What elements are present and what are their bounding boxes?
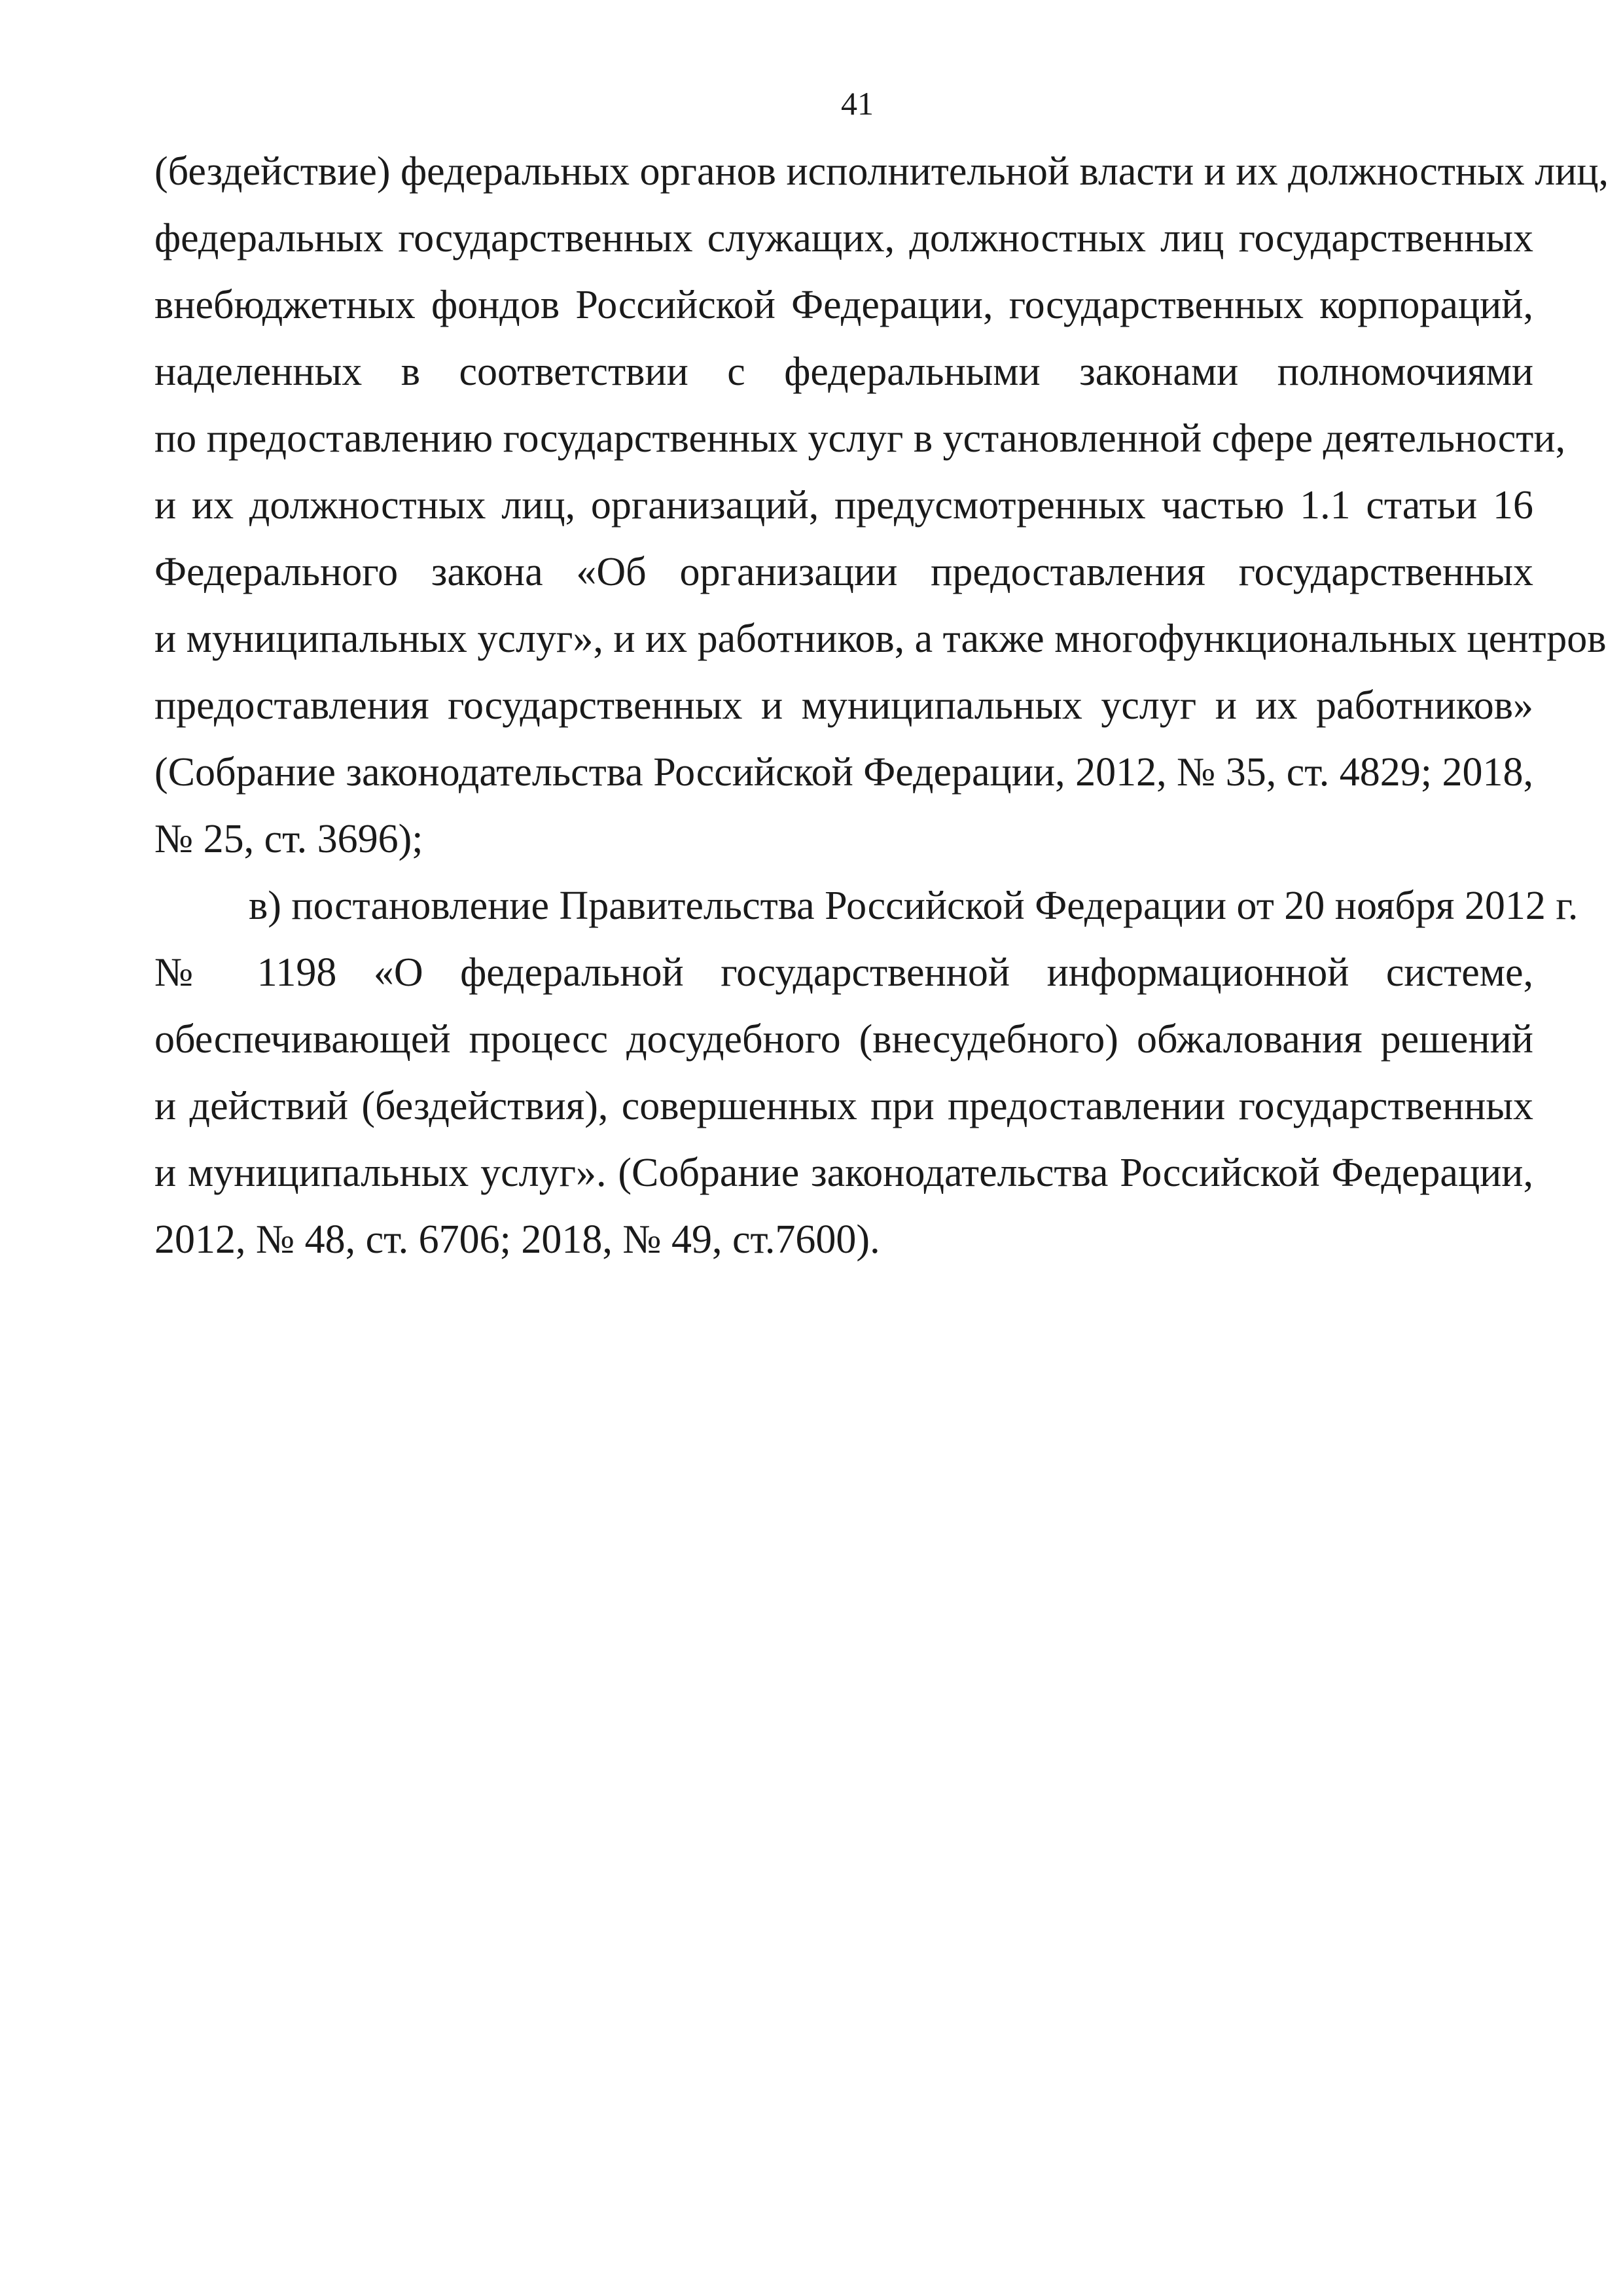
text-line: 2012, № 48, ст. 6706; 2018, № 49, ст.7600). [154,1217,880,1262]
text-line: и муниципальных услуг», и их работников, а также многофункциональных центров [154,617,1607,661]
text-line: (бездействие) федеральных органов исполнительной власти и их должностных лиц, [154,149,1609,194]
text-line: и муниципальных услуг». (Собрание законодательства Российской Федерации, [154,1151,1533,1195]
text-line: наделенных в соответствии с федеральными законами полномочиями [154,350,1533,394]
text-line: № 25, ст. 3696); [154,817,423,861]
text-line: № 1198 «О федеральной государственной информационной системе, [154,950,1533,995]
text-line: (Собрание законодательства Российской Федерации, 2012, № 35, ст. 4829; 2018, [154,750,1533,795]
text-line: внебюджетных фондов Российской Федерации, государственных корпораций, [154,283,1533,327]
text-line: обеспечивающей процесс досудебного (внесудебного) обжалования решений [154,1017,1533,1062]
page-number: 41 [841,85,874,122]
text-line: по предоставлению государственных услуг в установленной сфере деятельности, [154,416,1566,461]
text-line: и действий (бездействия), совершенных при предоставлении государственных [154,1084,1533,1128]
text-line: предоставления государственных и муниципальных услуг и их работников» [154,683,1533,728]
text-line: в) постановление Правительства Российской Федерации от 20 ноября 2012 г. [249,884,1578,928]
text-line: и их должностных лиц, организаций, предусмотренных частью 1.1 статьи 16 [154,483,1533,528]
text-line: федеральных государственных служащих, должностных лиц государственных [154,216,1533,260]
text-line: Федерального закона «Об организации предоставления государственных [154,550,1533,594]
